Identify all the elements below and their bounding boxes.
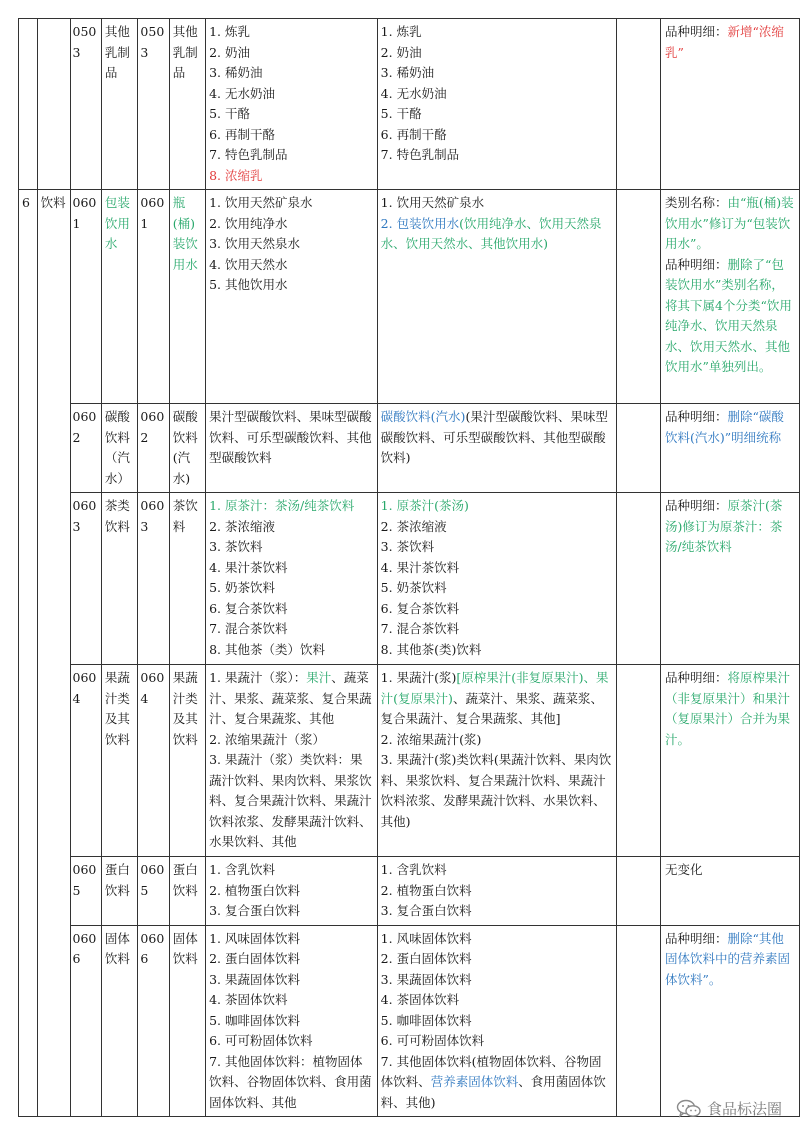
text-segment: 1. 含乳饮料 — [209, 862, 276, 877]
old-code-cell — [70, 404, 101, 493]
old-items-cell — [206, 857, 378, 926]
text-line — [665, 22, 795, 63]
new-code-cell — [138, 19, 169, 190]
new-items-cell — [377, 19, 617, 190]
new-code: 0601 — [140, 195, 165, 231]
old-items-cell — [206, 665, 378, 857]
text-segment: 2. 蛋白固体饮料 — [209, 951, 301, 966]
blank-cell — [617, 493, 661, 665]
text-segment: 6. 复合茶饮料 — [209, 600, 288, 616]
text-segment: 类别名称： — [664, 195, 728, 210]
blank-cell — [617, 857, 661, 926]
change-note-cell — [660, 857, 799, 926]
new-name: 蛋白饮料 — [172, 862, 198, 898]
text-segment: 1. 炼乳 — [380, 24, 422, 39]
text-line — [209, 640, 374, 661]
index-cell — [19, 19, 38, 190]
new-name-cell — [169, 493, 205, 665]
new-code-cell — [138, 925, 169, 1117]
old-code-cell — [70, 19, 101, 190]
text-segment: 3. 果蔬汁（浆）类饮料：果蔬汁饮料、果肉饮料、果浆饮料、复合果蔬汁饮料、果蔬汁饮料浓浆、发酵果蔬汁饮料、水果饮料、其他 — [209, 752, 372, 849]
text-segment: 5. 干酪 — [209, 106, 251, 121]
new-name-cell — [169, 190, 205, 404]
old-name-cell — [101, 857, 138, 926]
text-segment: 1. 原茶汁(茶汤) — [380, 498, 469, 513]
text-line — [381, 537, 614, 558]
old-name: 茶类饮料 — [104, 498, 130, 534]
text-line — [209, 1031, 374, 1052]
text-segment: 4. 无水奶油 — [209, 85, 276, 101]
text-line — [381, 860, 614, 881]
text-segment: 3. 果蔬固体饮料 — [209, 971, 301, 987]
table-row — [19, 19, 800, 190]
text-line — [381, 1052, 614, 1114]
text-line — [665, 860, 795, 881]
old-items-cell — [206, 19, 378, 190]
table-row — [19, 925, 800, 1117]
new-name-cell — [169, 857, 205, 926]
old-name-cell — [101, 493, 138, 665]
text-segment: 7. 其他固体饮料(植物固体饮料、谷物固体饮料、 — [380, 1053, 602, 1089]
text-line — [381, 104, 614, 125]
new-code: 0602 — [140, 409, 165, 445]
text-line — [209, 970, 374, 991]
text-line — [381, 1011, 614, 1032]
blank-cell — [617, 404, 661, 493]
text-segment: 4. 无水奶油 — [380, 85, 447, 101]
new-name: 碳酸饮料(汽水) — [172, 409, 198, 486]
category-cell — [37, 19, 70, 190]
old-name-cell — [101, 665, 138, 857]
classification-table — [18, 18, 800, 1117]
text-line — [381, 750, 614, 832]
text-line — [665, 496, 795, 558]
text-segment: 删除了“包装饮用水”类别名称， — [664, 256, 784, 292]
text-line — [209, 599, 374, 620]
text-line — [209, 255, 374, 276]
change-note-cell — [660, 190, 799, 404]
text-segment: 7. 混合茶饮料 — [209, 621, 288, 636]
text-line — [209, 901, 374, 922]
text-line — [209, 125, 374, 146]
old-name-cell — [101, 19, 138, 190]
old-code: 0606 — [72, 930, 97, 966]
text-line — [209, 166, 374, 187]
table-row — [19, 493, 800, 665]
new-code-cell — [138, 857, 169, 926]
text-segment: 1. 含乳饮料 — [380, 862, 447, 877]
text-segment: 7. 特色乳制品 — [209, 147, 288, 162]
text-line — [209, 929, 374, 950]
old-name: 固体饮料 — [104, 930, 130, 966]
blank-cell — [617, 190, 661, 404]
old-items-cell — [206, 404, 378, 493]
old-code-cell — [70, 493, 101, 665]
new-code: 0604 — [140, 670, 165, 706]
new-code: 0603 — [140, 498, 165, 534]
old-name: 果蔬汁类及其饮料 — [104, 670, 130, 747]
text-segment: 5. 干酪 — [380, 106, 422, 121]
text-segment: (果汁型碳酸饮料、果味型碳酸饮料、可乐型碳酸饮料、其他型碳酸饮料) — [380, 409, 608, 465]
text-segment: 4. 茶固体饮料 — [209, 992, 288, 1007]
watermark — [676, 1098, 782, 1119]
text-line — [381, 578, 614, 599]
new-code-cell — [138, 493, 169, 665]
text-line — [665, 668, 795, 750]
text-line — [665, 255, 795, 378]
text-line — [209, 1052, 374, 1114]
text-segment: 将原榨果汁（非复原果汁）和果汁（复原果汁）合并为果汁。 — [664, 670, 791, 747]
text-line — [381, 125, 614, 146]
old-name-cell — [101, 404, 138, 493]
new-name: 其他乳制品 — [172, 24, 198, 80]
old-code-cell — [70, 665, 101, 857]
new-name: 固体饮料 — [172, 930, 198, 966]
text-segment: 删除“碳酸饮料(汽水)”明细统称 — [664, 409, 784, 445]
table-body — [19, 19, 800, 1117]
text-line — [209, 63, 374, 84]
old-items-cell — [206, 190, 378, 404]
change-note-cell — [660, 404, 799, 493]
text-line — [209, 84, 374, 105]
new-name-cell — [169, 19, 205, 190]
new-code-cell — [138, 190, 169, 404]
text-line — [209, 214, 374, 235]
text-line — [209, 517, 374, 538]
new-items-cell — [377, 925, 617, 1117]
text-segment: 3. 稀奶油 — [380, 65, 435, 80]
table-row — [19, 190, 800, 404]
text-line — [381, 640, 614, 661]
text-segment: 8. 其他茶（类）饮料 — [209, 641, 326, 657]
text-line — [209, 145, 374, 166]
text-segment: 2. 植物蛋白饮料 — [380, 882, 472, 898]
text-segment: (饮用纯净水、饮用天然泉水、饮用天然水、其他饮用水) — [380, 215, 602, 251]
old-code: 0601 — [72, 195, 97, 231]
text-segment: 品种明细： — [664, 930, 728, 946]
category-name: 饮料 — [40, 195, 66, 210]
text-line — [381, 929, 614, 950]
text-line — [209, 22, 374, 43]
old-name-cell — [101, 190, 138, 404]
text-segment: 1. 饮用天然矿泉水 — [209, 195, 313, 210]
old-code: 0603 — [72, 498, 97, 534]
new-name: 茶饮料 — [172, 498, 198, 534]
old-items-cell — [206, 493, 378, 665]
new-code-cell — [138, 665, 169, 857]
text-segment: 将其下属4个分类“饮用纯净水、饮用天然泉水、饮用天然水、其他饮用水”单独列出。 — [664, 297, 792, 374]
text-line — [381, 43, 614, 64]
text-segment: 1. 炼乳 — [209, 24, 251, 39]
text-line — [665, 407, 795, 448]
text-line — [209, 496, 374, 517]
text-line — [209, 990, 374, 1011]
new-items-cell — [377, 857, 617, 926]
text-segment: 品种明细： — [664, 24, 728, 39]
text-line — [381, 668, 614, 730]
text-segment: 5. 咖啡固体饮料 — [209, 1012, 301, 1028]
text-segment: 原茶汁(茶汤)修订为原茶汁：茶汤/纯茶饮料 — [664, 498, 783, 554]
text-segment: 1. 原茶汁：茶汤/纯茶饮料 — [209, 498, 355, 513]
text-line — [381, 496, 614, 517]
text-line — [381, 84, 614, 105]
table-row — [19, 665, 800, 857]
text-line — [381, 517, 614, 538]
text-line — [209, 668, 374, 730]
text-line — [209, 578, 374, 599]
text-line — [381, 949, 614, 970]
text-segment: 3. 复合蛋白饮料 — [380, 903, 472, 918]
text-line — [209, 43, 374, 64]
text-segment: 6. 可可粉固体饮料 — [380, 1033, 485, 1048]
text-line — [209, 407, 374, 469]
blank-cell — [617, 925, 661, 1117]
change-note-cell — [660, 493, 799, 665]
text-line — [665, 193, 795, 255]
text-segment: 、蔬菜汁、果浆、蔬菜浆、复合果蔬汁、复合果蔬浆、其他 — [209, 670, 372, 726]
change-note-cell — [660, 665, 799, 857]
new-code: 0605 — [140, 862, 165, 898]
new-code: 0503 — [140, 24, 165, 60]
text-line — [381, 193, 614, 214]
new-name: 瓶(桶)装饮用水 — [172, 195, 198, 272]
text-line — [209, 750, 374, 853]
category-cell — [37, 190, 70, 1117]
text-line — [209, 619, 374, 640]
text-segment: 4. 茶固体饮料 — [380, 992, 460, 1007]
category-index: 6 — [22, 195, 30, 210]
blank-cell — [617, 19, 661, 190]
text-line — [665, 929, 795, 991]
text-segment: 、蔬菜汁、果浆、蔬菜浆、复合果蔬汁、复合果蔬浆、其他] — [380, 690, 603, 726]
text-segment: 1. 果蔬汁(浆) — [380, 670, 457, 685]
text-segment: 1. 风味固体饮料 — [380, 930, 472, 946]
text-segment: 3. 茶饮料 — [380, 539, 435, 554]
text-segment: 新增“浓缩乳” — [664, 24, 784, 60]
new-items-cell — [377, 190, 617, 404]
text-line — [209, 1011, 374, 1032]
old-name: 碳酸饮料（汽水） — [104, 409, 130, 486]
text-line — [209, 860, 374, 881]
text-segment: 2. 奶油 — [209, 44, 251, 60]
text-segment: 3. 茶饮料 — [209, 539, 263, 554]
text-segment: 5. 奶茶饮料 — [380, 580, 447, 595]
text-segment: 果汁型碳酸饮料、果味型碳酸饮料、可乐型碳酸饮料、其他型碳酸饮料 — [209, 409, 372, 465]
text-segment: 品种明细： — [664, 256, 728, 272]
change-note-cell — [660, 19, 799, 190]
text-line — [381, 990, 614, 1011]
text-segment: 3. 稀奶油 — [209, 65, 263, 80]
text-line — [209, 949, 374, 970]
wechat-icon — [676, 1099, 702, 1119]
old-name-cell — [101, 925, 138, 1117]
text-line — [209, 558, 374, 579]
text-segment: 营养素固体饮料 — [430, 1074, 519, 1089]
old-name: 其他乳制品 — [104, 24, 130, 80]
blank-cell — [617, 665, 661, 857]
text-segment: 品种明细： — [664, 670, 728, 685]
watermark-text: 食品标法圈 — [706, 1100, 782, 1118]
text-segment: 3. 复合蛋白饮料 — [209, 903, 301, 918]
text-line — [209, 193, 374, 214]
old-name: 蛋白饮料 — [104, 862, 130, 898]
text-line — [381, 619, 614, 640]
new-name-cell — [169, 665, 205, 857]
text-segment: 2. 包装饮用水 — [380, 215, 460, 231]
old-name: 包装饮用水 — [104, 195, 130, 251]
table-row — [19, 857, 800, 926]
text-segment: 2. 浓缩果蔬汁(浆) — [380, 731, 482, 747]
text-segment: 1. 饮用天然矿泉水 — [380, 195, 485, 210]
text-segment: 4. 果汁茶饮料 — [380, 559, 460, 575]
new-items-cell — [377, 493, 617, 665]
change-note-cell — [660, 925, 799, 1117]
text-segment: 4. 果汁茶饮料 — [209, 559, 288, 575]
text-line — [209, 537, 374, 558]
text-segment: 2. 植物蛋白饮料 — [209, 882, 301, 898]
text-segment: 2. 奶油 — [380, 44, 422, 60]
new-code: 0606 — [140, 930, 165, 966]
text-segment: 2. 茶浓缩液 — [380, 518, 447, 534]
text-line — [209, 234, 374, 255]
text-segment: 6. 再制干酪 — [209, 126, 276, 142]
text-segment: 7. 混合茶饮料 — [380, 621, 460, 636]
text-segment: 由“瓶(桶)装饮用水”修订为“包装饮用水”。 — [664, 195, 794, 251]
text-line — [381, 145, 614, 166]
old-code: 0604 — [72, 670, 97, 706]
text-line — [381, 599, 614, 620]
text-segment: 6. 可可粉固体饮料 — [209, 1033, 313, 1048]
text-segment: 1. 果蔬汁（浆）： — [209, 670, 307, 685]
text-segment: 2. 茶浓缩液 — [209, 518, 276, 534]
old-code: 0602 — [72, 409, 97, 445]
text-line — [381, 1031, 614, 1052]
text-line — [209, 104, 374, 125]
text-segment: 碳酸饮料(汽水) — [380, 409, 466, 424]
text-segment: 3. 果蔬汁(浆)类饮料(果蔬汁饮料、果肉饮料、果浆饮料、复合果蔬汁饮料、果蔬汁饮料浓浆、发酵果蔬汁饮料、水果饮料、其他) — [380, 752, 612, 829]
old-code-cell — [70, 190, 101, 404]
text-segment: 删除“其他固体饮料中的营养素固体饮料”。 — [664, 930, 790, 987]
text-segment: [原榨果汁(非复原果汁)、果汁(复原果汁) — [380, 670, 609, 706]
new-name: 果蔬汁类及其饮料 — [172, 670, 198, 747]
text-segment: 4. 饮用天然水 — [209, 256, 288, 272]
text-line — [381, 558, 614, 579]
new-code-cell — [138, 404, 169, 493]
text-segment: 7. 特色乳制品 — [380, 147, 460, 162]
text-segment: 果汁 — [306, 670, 332, 685]
text-segment: 8. 其他茶(类)饮料 — [380, 641, 482, 657]
text-line — [209, 730, 374, 751]
text-segment: 3. 果蔬固体饮料 — [380, 971, 472, 987]
text-line — [381, 22, 614, 43]
text-segment: 品种明细： — [664, 498, 728, 513]
new-items-cell — [377, 404, 617, 493]
old-code-cell — [70, 925, 101, 1117]
text-segment: 5. 咖啡固体饮料 — [380, 1012, 472, 1028]
text-line — [209, 275, 374, 296]
text-segment: 2. 浓缩果蔬汁（浆） — [209, 731, 326, 747]
text-line — [209, 881, 374, 902]
text-segment: 3. 饮用天然泉水 — [209, 236, 301, 251]
text-segment: 、食用菌固体饮料、其他) — [380, 1074, 606, 1110]
text-segment: 6. 再制干酪 — [380, 126, 447, 142]
text-segment: 6. 复合茶饮料 — [380, 600, 460, 616]
old-code: 0605 — [72, 862, 97, 898]
old-code: 0503 — [72, 24, 97, 60]
text-line — [381, 881, 614, 902]
text-segment: 8. 浓缩乳 — [209, 167, 263, 183]
table-row — [19, 404, 800, 493]
old-items-cell — [206, 925, 378, 1117]
new-items-cell — [377, 665, 617, 857]
index-cell — [19, 190, 38, 1117]
text-line — [381, 970, 614, 991]
text-line — [381, 730, 614, 751]
text-segment: 品种明细： — [664, 409, 728, 424]
new-name-cell — [169, 404, 205, 493]
text-segment: 1. 风味固体饮料 — [209, 930, 301, 946]
text-segment: 无变化 — [664, 862, 703, 877]
old-code-cell — [70, 857, 101, 926]
new-name-cell — [169, 925, 205, 1117]
text-line — [381, 63, 614, 84]
text-segment: 7. 其他固体饮料：植物固体饮料、谷物固体饮料、食用菌固体饮料、其他 — [209, 1053, 372, 1110]
text-line — [381, 901, 614, 922]
text-line — [381, 407, 614, 469]
text-segment: 2. 饮用纯净水 — [209, 215, 288, 231]
text-segment: 5. 其他饮用水 — [209, 277, 288, 292]
text-segment: 5. 奶茶饮料 — [209, 580, 276, 595]
text-line — [381, 214, 614, 255]
text-segment: 2. 蛋白固体饮料 — [380, 951, 472, 966]
